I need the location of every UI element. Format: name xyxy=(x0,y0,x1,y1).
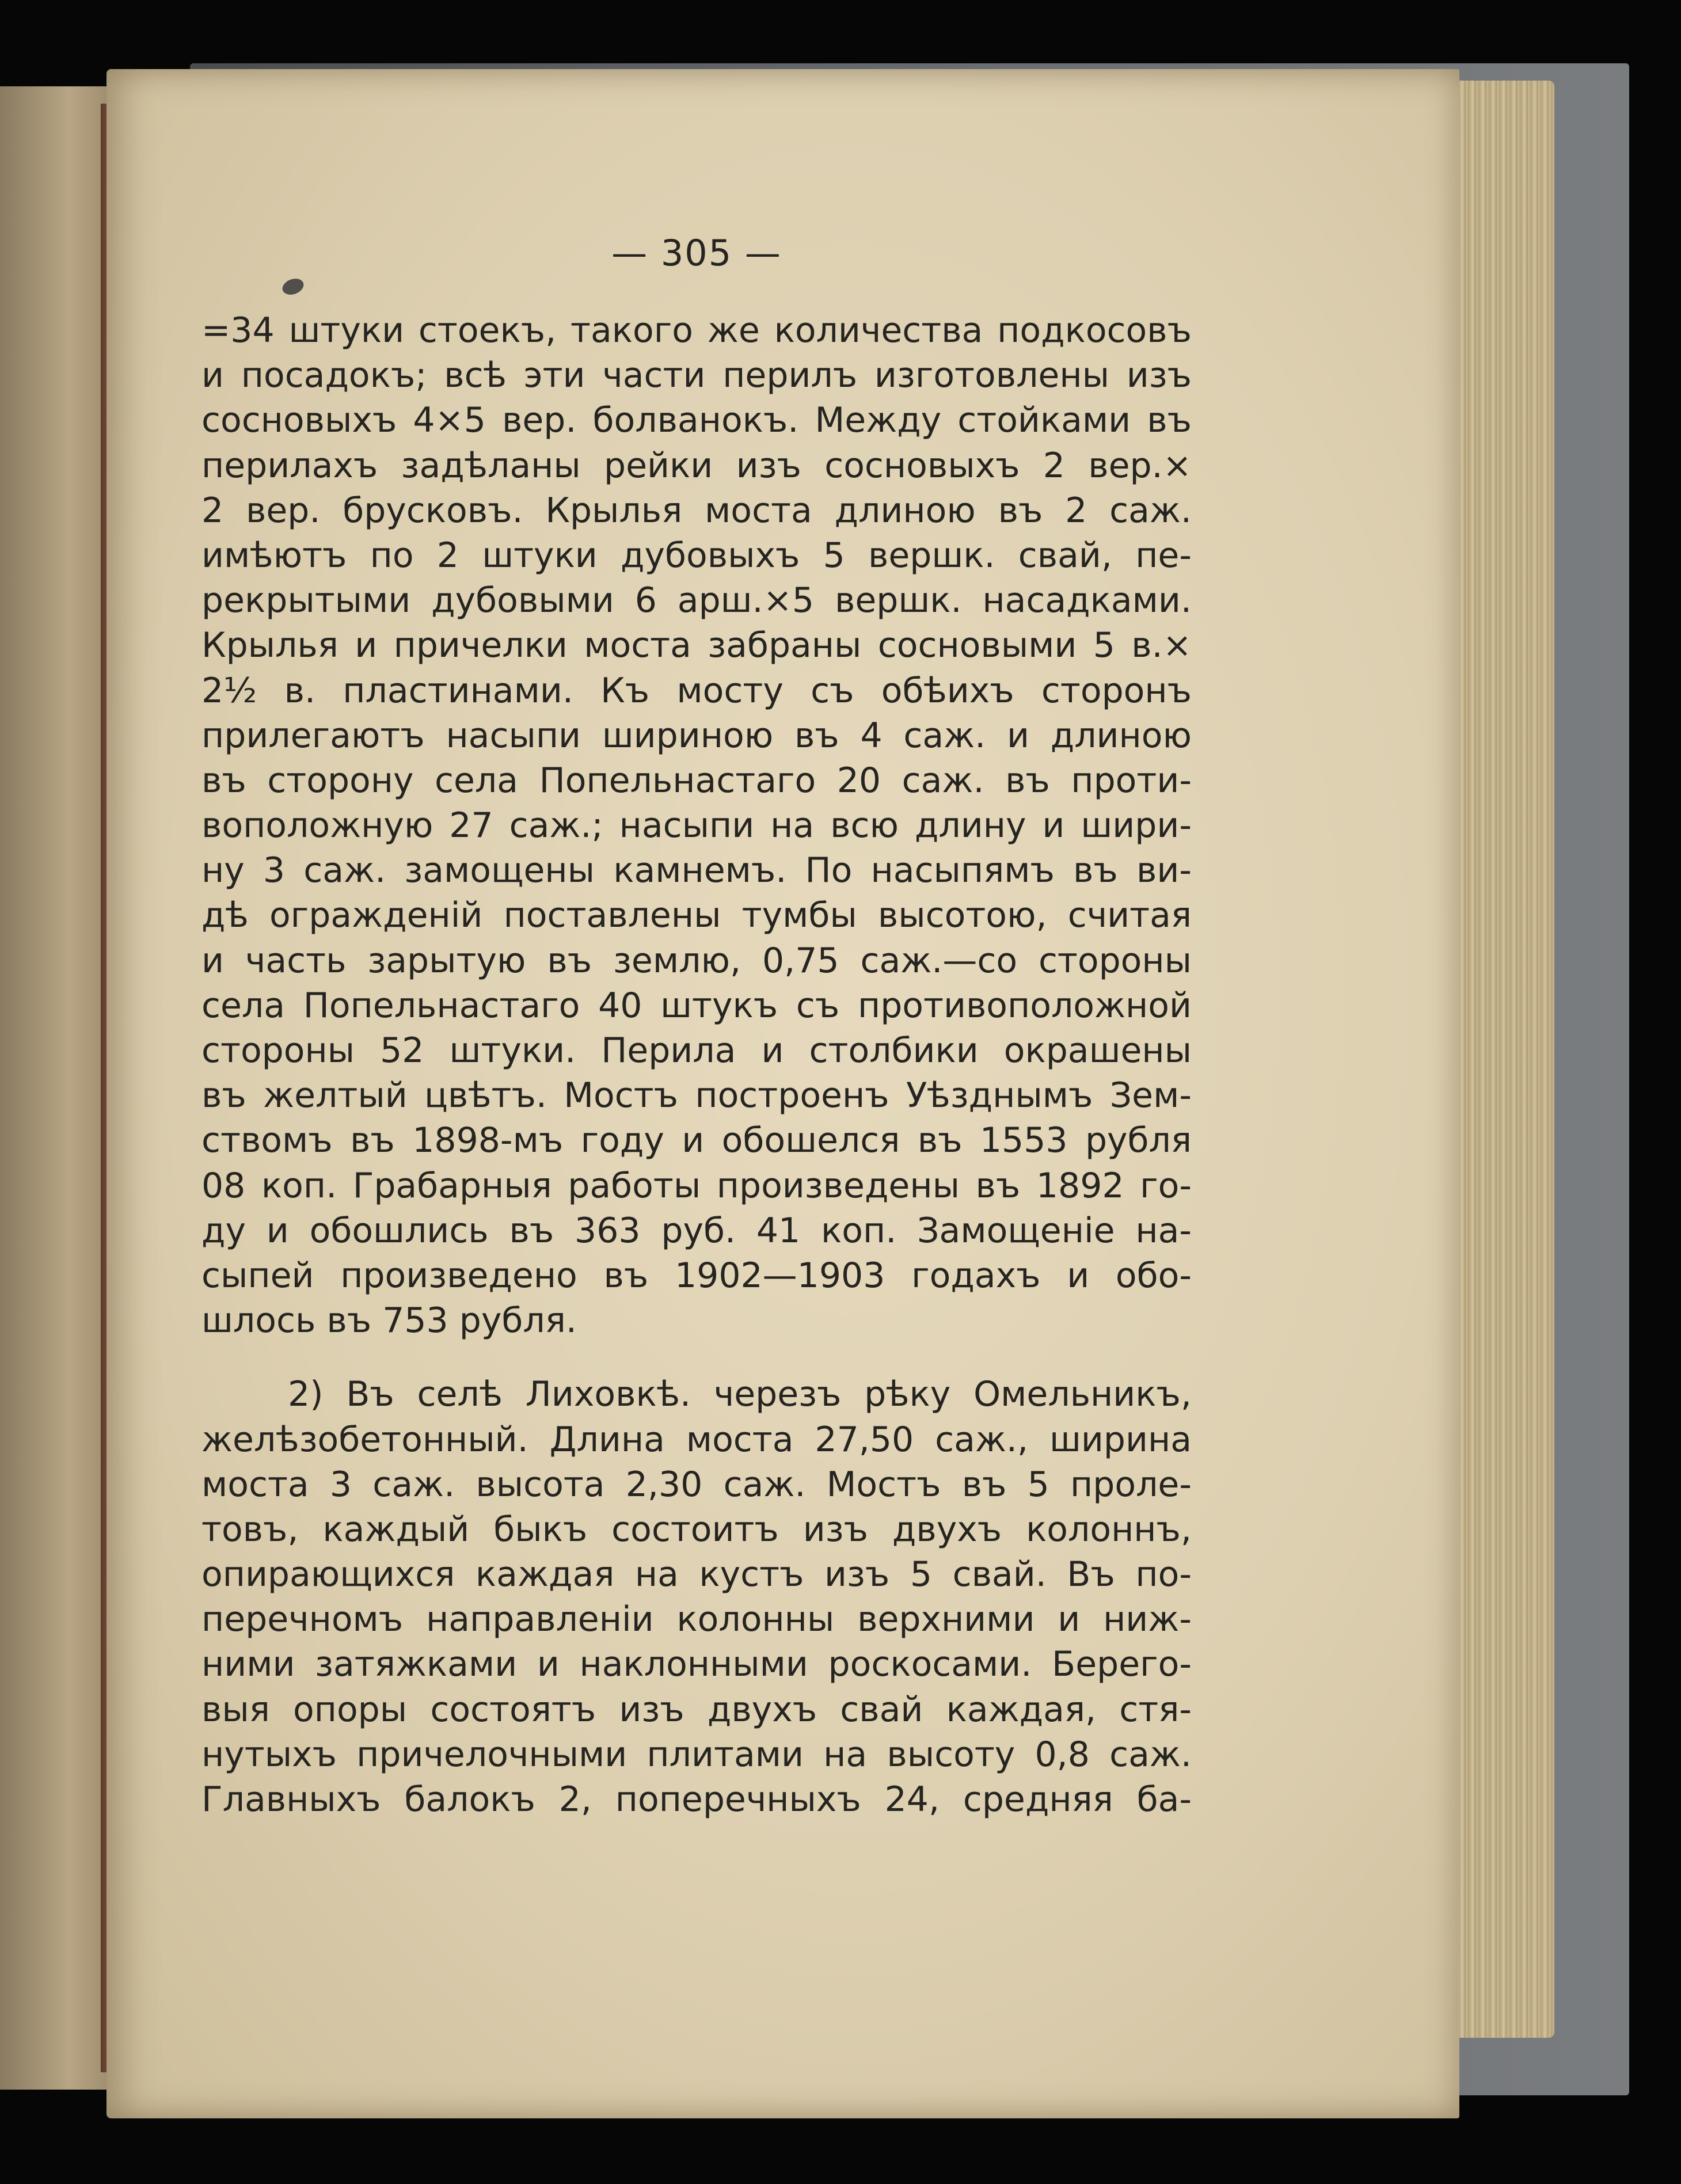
paragraph-2 xyxy=(201,1372,1192,1822)
text-line: 2½ в. пластинами. Къ мосту съ обѣихъ сторонъ xyxy=(201,670,1192,711)
text-line: и посадокъ; всѣ эти части перилъ изготовлены изъ xyxy=(201,355,1192,396)
text-line: стороны 52 штуки. Перила и столбики окрашены xyxy=(201,1030,1192,1071)
text-line: ними затяжками и наклонными роскосами. Берего- xyxy=(201,1644,1192,1685)
text-line: сосновыхъ 4×5 вер. болванокъ. Между стойками въ xyxy=(201,400,1192,441)
page-block-edges xyxy=(1445,81,1554,2038)
text-line: шлось въ 753 рубля. xyxy=(201,1300,577,1341)
text-line: дѣ огражденій поставлены тумбы высотою, считая xyxy=(201,895,1192,936)
text-line: прилегаютъ насыпи шириною въ 4 саж. и длиною xyxy=(201,715,1192,756)
text-line: рекрытыми дубовыми 6 арш.×5 вершк. насадками. xyxy=(201,580,1192,621)
text-line: желѣзобетонный. Длина моста 27,50 саж., ширина xyxy=(201,1419,1192,1460)
text-line: Крылья и причелки моста забраны сосновыми 5 в.× xyxy=(201,625,1192,666)
text-line: моста 3 саж. высота 2,30 саж. Мостъ въ 5 проле- xyxy=(201,1464,1192,1505)
text-line: въ желтый цвѣтъ. Мостъ построенъ Уѣзднымъ Зем- xyxy=(201,1075,1192,1116)
text-line: 2 вер. брусковъ. Крылья моста длиною въ 2 саж. xyxy=(201,490,1192,531)
text-line: товъ, каждый быкъ состоитъ изъ двухъ колоннъ, xyxy=(201,1509,1192,1550)
text-line: ствомъ въ 1898-мъ году и обошелся въ 1553 рубля xyxy=(201,1120,1192,1161)
text-line: села Попельнастаго 40 штукъ съ противоположной xyxy=(201,985,1192,1026)
text-line: выя опоры состоятъ изъ двухъ свай каждая, стя- xyxy=(201,1689,1192,1730)
text-line: воположную 27 саж.; насыпи на всю длину и шири- xyxy=(201,805,1192,846)
page-number: — 305 — xyxy=(611,232,782,274)
text-line: перилахъ задѣланы рейки изъ сосновыхъ 2 вер.× xyxy=(201,445,1192,486)
paragraph-gap xyxy=(201,1343,1192,1372)
text-line: имѣютъ по 2 штуки дубовыхъ 5 вершк. свай, пе- xyxy=(201,535,1192,576)
text-line: ду и обошлись въ 363 руб. 41 коп. Замощеніе на- xyxy=(201,1210,1192,1251)
text-line: 08 коп. Грабарныя работы произведены въ 1892 го- xyxy=(201,1165,1192,1206)
text-line: въ сторону села Попельнастаго 20 саж. въ проти- xyxy=(201,760,1192,801)
paragraph-1 xyxy=(201,308,1192,1343)
left-page-fragment xyxy=(0,86,115,2090)
text-line: опирающихся каждая на кустъ изъ 5 свай. Въ по- xyxy=(201,1554,1192,1595)
text-line: =34 штуки стоекъ, такого же количества подкосовъ xyxy=(201,310,1192,351)
text-line: сыпей произведено въ 1902—1903 годахъ и обо- xyxy=(201,1255,1192,1296)
text-line: ну 3 саж. замощены камнемъ. По насыпямъ въ ви- xyxy=(201,850,1192,891)
text-line: и часть зарытую въ землю, 0,75 саж.—со стороны xyxy=(201,940,1192,981)
text-line: нутыхъ причелочными плитами на высоту 0,8 саж. xyxy=(201,1734,1192,1775)
text-line: перечномъ направленіи колонны верхними и ниж- xyxy=(201,1599,1192,1640)
text-line: Главныхъ балокъ 2, поперечныхъ 24, средняя ба- xyxy=(201,1779,1192,1820)
text-line: 2) Въ селѣ Лиховкѣ. черезъ рѣку Омельникъ, xyxy=(288,1374,1192,1415)
page-text xyxy=(201,227,1192,1822)
